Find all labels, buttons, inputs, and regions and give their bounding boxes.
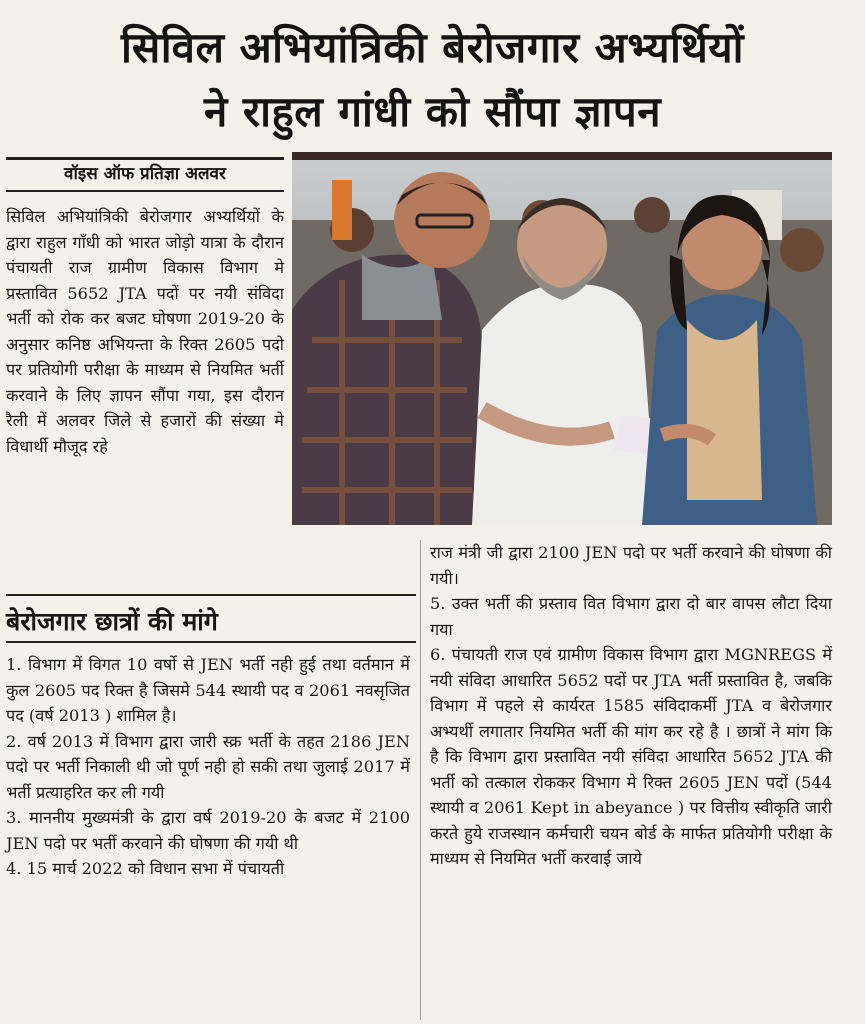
demand-item-5: 5. उक्त भर्ती की प्रस्ताव वित विभाग द्वारा दो बार वापस लौटा दिया गया — [430, 594, 832, 639]
demand-item-3: 3. माननीय मुख्यमंत्री के द्वारा वर्ष 2019-20 के बजट में 2100 JEN पदो पर भर्ती करवाने की घोषणा की गयी थी — [6, 808, 410, 853]
demands-left-column — [6, 652, 410, 882]
headline-line-2: ने राहुल गांधी को सौंपा ज्ञापन — [203, 87, 662, 136]
demands-subhead: बेरोजगार छात्रों की मांगे — [6, 607, 218, 636]
byline-top-rule — [6, 157, 284, 160]
byline-bottom-rule — [6, 190, 284, 192]
demand-item-6: 6. पंचायती राज एवं ग्रामीण विकास विभाग द्वारा MGNREGS में नयी संविदा आधारित 5652 पदों पर JTA भर्ती प्रस्तावित है, जबकि विभाग में पहले से कार्यरत 1585 संविदाकर्मी JTA व बेरोजगार अभ्यर्थी लगातार नियमित भर्ती की मांग कर रहे है । छात्रों ने मांग कि है कि विभाग द्वारा प्रस्तावित नयी संविदा आधारित 5652 JTA की भर्ती को तत्काल रोककर विभाग मे रिक्त 2605 JEN पदों (544 स्थायी व 2061 Kept in abeyance ) पर वित्तीय स्वीकृति जारी करते हुये राजस्थान कर्मचारी चयन बोर्ड के मार्फत प्रतियोगी परीक्षा के माध्यम से नियमित भर्ती करवाई जाये — [430, 645, 832, 868]
demand-item-4-cont: राज मंत्री जी द्वारा 2100 JEN पदो पर भर्ती करवाने की घोषणा की गयी। — [430, 543, 832, 588]
demand-item-2: 2. वर्ष 2013 में विभाग द्वारा जारी स्क्र भर्ती के तहत 2186 JEN पदो पर भर्ती निकाली थी जो पूर्ण नही हो सकी तथा जुलाई 2017 में भर्ती प्रत्याहरित कर ली गयी — [6, 731, 410, 802]
demands-right-column — [430, 540, 832, 872]
photo-top-bar — [292, 152, 832, 160]
headline-line-1: सिविल अभियांत्रिकी बेरोजगार अभ्यर्थियों — [120, 23, 745, 72]
lead-text: सिविल अभियांत्रिकी बेरोजगार अभ्यर्थियों के द्वारा राहुल गाँधी को भारत जोड़ो यात्रा के दौरान पंचायती राज ग्रामीण विकास विभाग मे प्रस्तावित 5652 JTA पदों पर नयी संविदा भर्ती को रोक कर बजट घोषणा 2019-20 के अनुसार कनिष्ठ अभियन्ता के रिक्त 2605 पदो पर प्रतियोगी परीक्षा के माध्यम से नियमित भर्ती करवाने के लिए ज्ञापन सौंपा गया, इस दौरान रैली में अलवर जिले से हजारों की संख्या मे विधार्थी मौजूद रहे — [6, 207, 284, 456]
photo-illustration — [292, 160, 832, 525]
byline: वॉइस ऑफ प्रतिज्ञा अलवर — [64, 164, 226, 184]
demand-item-1: 1. विभाग में विगत 10 वर्षो से JEN भर्ती नही हुई तथा वर्तमान में कुल 2605 पद रिक्त है जिसमे 544 स्थायी पद व 2061 नवसृजित पद (वर्ष 2013 ) शामिल है। — [6, 655, 410, 725]
demand-item-4-start: 4. 15 मार्च 2022 को विधान सभा में पंचायती — [6, 859, 285, 878]
subhead-bottom-rule — [6, 641, 416, 643]
subhead-rule — [6, 594, 416, 596]
news-photo — [292, 160, 832, 525]
lead-paragraph — [6, 204, 284, 459]
column-divider — [420, 540, 421, 1020]
